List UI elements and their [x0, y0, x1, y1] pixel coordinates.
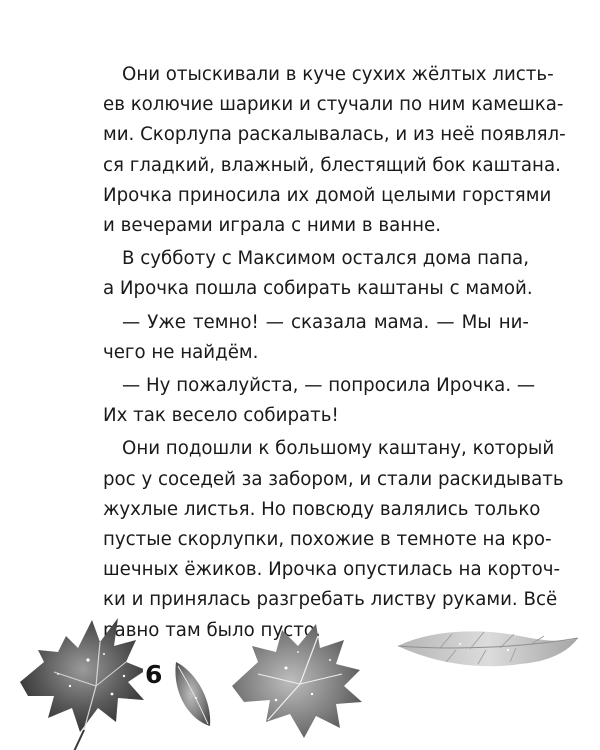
paragraph-2 [103, 244, 533, 304]
oak-leaf-middle-icon [232, 624, 362, 738]
text-line: равно там было пусто. [103, 619, 321, 641]
autumn-leaves-decoration [0, 590, 600, 750]
text-line: а Ирочка пошла собирать каштаны с мамой. [103, 278, 533, 300]
text-line: жухлые листья. Но повсюду валялись только [103, 498, 541, 520]
oval-leaf-small-icon [175, 662, 210, 726]
text-line: рос у соседей за забором, и стали раскидывать [103, 468, 564, 490]
text-line: ки и принялась разгребать листву руками. Всё [103, 589, 558, 611]
text-line: Они подошли к большому каштану, который [122, 438, 555, 460]
maple-leaf-left-icon [20, 618, 146, 750]
text-line: пустые скорлупки, похожие в темноте на кро- [103, 529, 552, 551]
text-line: ми. Скорлупа раскалывалась, и из неё появлял- [103, 124, 566, 146]
story-text [103, 60, 566, 646]
text-line: В субботу с Максимом остался дома папа, [122, 248, 529, 270]
text-line: Они отыскивали в куче сухих жёлтых листь- [122, 64, 554, 85]
text-line: — Уже темно! — сказала мама. — Мы ни- [122, 311, 529, 333]
text-line: ев колючие шарики и стучали по ним камешка- [103, 94, 564, 116]
text-line: чего не найдём. [103, 341, 259, 363]
text-line: шечных ёжиков. Ирочка опустилась на корточ- [103, 559, 561, 581]
paragraph-1 [103, 60, 566, 241]
text-line: Их так весело собирать! [103, 405, 339, 427]
text-line: — Ну пожалуйста, — попросила Ирочка. — [122, 375, 536, 397]
text-line: Ирочка приносила их домой целыми горстями [103, 184, 552, 206]
paragraph-4 [103, 371, 536, 431]
text-line: ся гладкий, влажный, блестящий бок каштана. [103, 154, 561, 176]
paragraph-3 [103, 308, 529, 368]
text-line: и вечерами играла с ними в ванне. [103, 215, 442, 237]
long-leaf-right-icon [398, 631, 578, 666]
page-number: 6 [145, 660, 163, 689]
